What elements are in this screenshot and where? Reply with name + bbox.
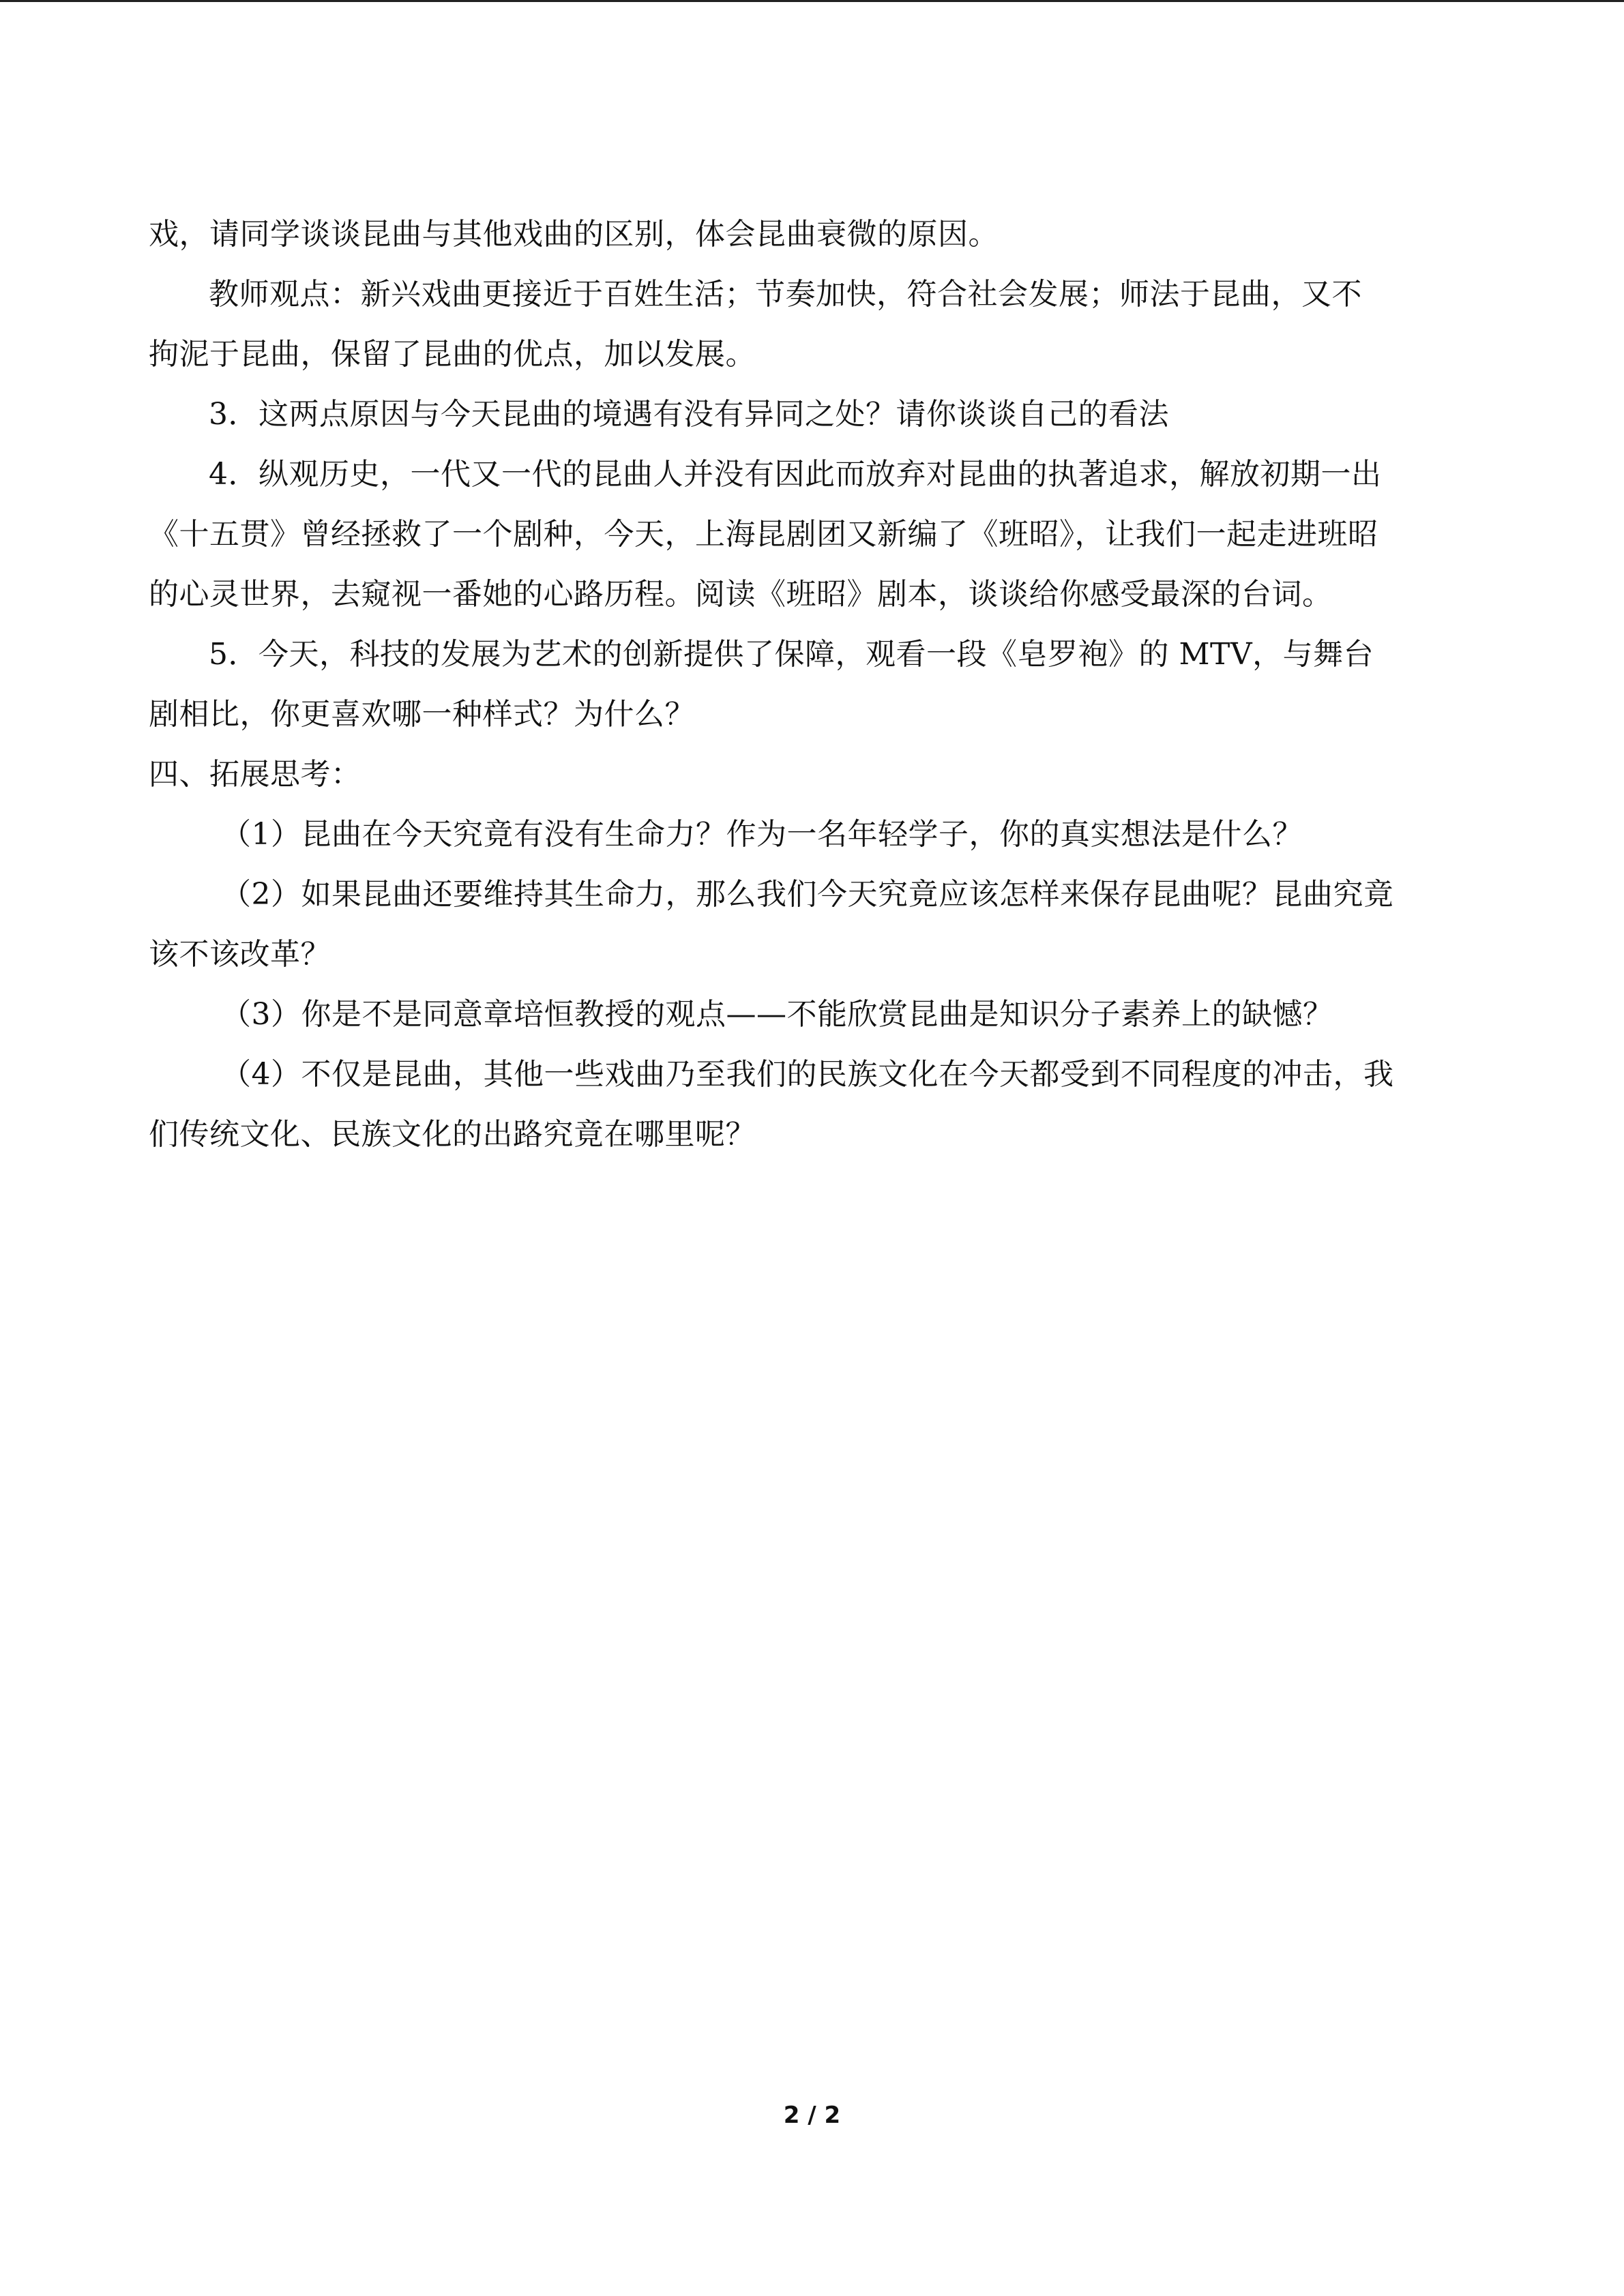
top-border (0, 0, 1624, 2)
question-line: （3）你是不是同意章培恒教授的观点——不能欣赏昆曲是知识分子素养上的缺憾？ (221, 997, 1333, 1032)
paragraph-line: 剧相比，你更喜欢哪一种样式？为什么？ (149, 697, 695, 732)
paragraph-line: 戏，请同学谈谈昆曲与其他戏曲的区别，体会昆曲衰微的原因。 (149, 217, 999, 252)
paragraph-line: 《十五贯》曾经拯救了一个剧种，今天，上海昆剧团又新编了《班昭》，让我们一起走进班昭 (149, 517, 1378, 552)
question-line: （1）昆曲在今天究竟有没有生命力？作为一名年轻学子，你的真实想法是什么？ (221, 817, 1303, 852)
question-line: （2）如果昆曲还要维持其生命力，那么我们今天究竟应该怎样来保存昆曲呢？昆曲究竟 (221, 877, 1394, 912)
section-heading: 四、拓展思考： (149, 757, 361, 792)
paragraph-line: 5．今天，科技的发展为艺术的创新提供了保障，观看一段《皂罗袍》的 MTV，与舞台 (209, 637, 1374, 672)
paragraph-line: 拘泥于昆曲，保留了昆曲的优点，加以发展。 (149, 337, 756, 372)
paragraph-line: 的心灵世界，去窥视一番她的心路历程。阅读《班昭》剧本，谈谈给你感受最深的台词。 (149, 577, 1333, 612)
document-body (149, 205, 1475, 1165)
question-line: （4）不仅是昆曲，其他一些戏曲乃至我们的民族文化在今天都受到不同程度的冲击，我 (221, 1057, 1394, 1092)
paragraph-line: 教师观点：新兴戏曲更接近于百姓生活；节奏加快，符合社会发展；师法于昆曲，又不 (209, 277, 1362, 312)
question-line: 该不该改革？ (149, 937, 331, 972)
page-number: 2 / 2 (783, 2102, 841, 2129)
paragraph-line: 4．纵观历史，一代又一代的昆曲人并没有因此而放弃对昆曲的执著追求，解放初期一出 (209, 457, 1382, 492)
question-line: 们传统文化、民族文化的出路究竟在哪里呢？ (149, 1117, 756, 1152)
paragraph-line: 3．这两点原因与今天昆曲的境遇有没有异同之处？请你谈谈自己的看法 (209, 397, 1169, 432)
